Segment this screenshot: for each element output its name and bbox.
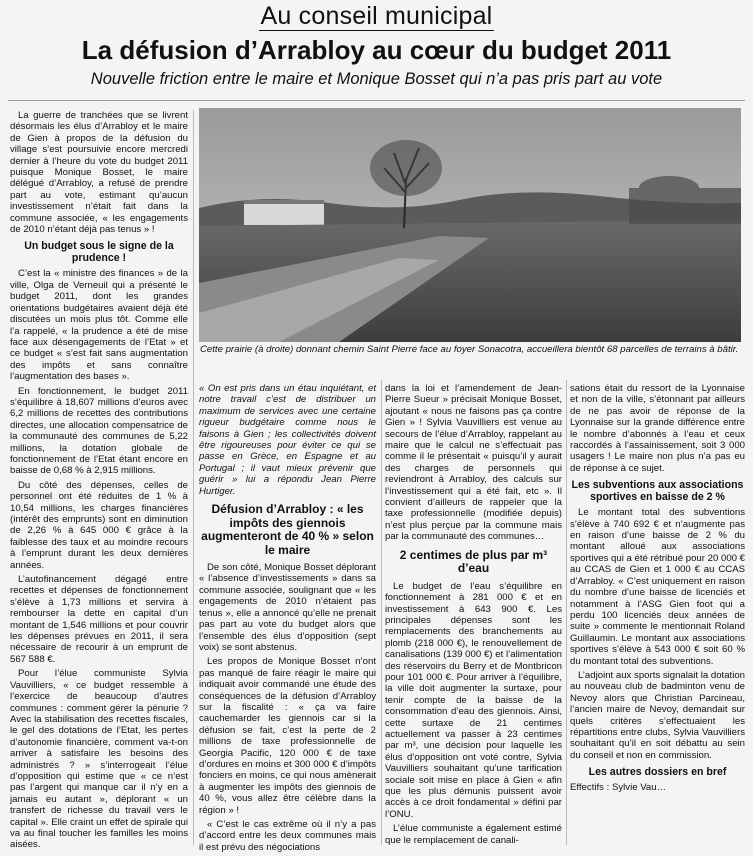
paragraph: De son côté, Monique Bosset déplorant « l’absence d’investissements » dans sa commune associée, soulignant que « les engagements de 2010 n’étaient pas tenus », elle a annoncé qu’elle ne prenait pas part au vote du budget alors que l’ensemble des élus d’opposition (sept voix) se sont abstenus. <box>199 562 376 653</box>
article-column-2 <box>199 383 376 856</box>
subheading-defusion: Défusion d’Arrabloy : « les impôts des giennois augmenteront de 40 % » selon le maire <box>201 502 374 557</box>
paragraph: « C’est le cas extrême où il n’y a pas d’accord entre les deux communes mais il est prévu des négociations <box>199 819 376 853</box>
quote-paragraph: « On est pris dans un étau inquiétant, et notre travail c’est de distribuer un maximum de services avec une certaine rigueur budgétaire comme nous le faisons à Gien ; les collectivités doivent être rigoureuses pour éviter ce qui se passe en Grèce, en Espagne et au Portugal ; il vaut mieux prévenir que guérir » lui a répondu Jean Pierre Hurtiger. <box>199 383 376 497</box>
paragraph: Du côté des dépenses, celles de personnel ont été réduites de 1 % à 10,54 millions, les charges financières (intérêt des emprunts) sont en diminution de 2,26 % à 645 000 € grâce à la faiblesse des taux et au moindre recours à l’emprunt durant les deux dernières années. <box>10 479 188 571</box>
field-photo <box>199 108 741 342</box>
article-column-4 <box>570 383 745 797</box>
paragraph: L’autofinancement dégagé entre recettes et dépenses de fonctionnement s’élève à 1,73 millions et servira à rembourser la dette en capital d’un montant de 1,546 millions et pour couvrir les dépenses prévues en 2011, il sera nécessaire de recourir à un emprunt de 567 588 €. <box>10 574 188 665</box>
subheading-water: 2 centimes de plus par m³ d’eau <box>399 547 548 576</box>
meadow-photo-image <box>199 108 741 342</box>
column-divider <box>381 380 382 845</box>
article-column-1 <box>10 110 188 854</box>
paragraph: Pour l’élue communiste Sylvia Vauvilliers, « ce budget ressemble à l’exercice de beaucoup d’autres communes : comment gérer la pénurie ? Avec la stabilisation des recettes fiscales, le gel des dotations de l’Etat, les pertes d’autonomie financière, comment va-t-on arriver à satisfaire les besoins des administrés ? » s’interrogeait l’élue d’opposition qui estime que « ce n’est pas l’argent qui manque car il n’y en a jamais eu autant », déplorant « un transfert de richesse du travail vers le capital ». Elle craint un effet de spirale qui va au final toucher les familles les moins aisées. <box>10 668 188 851</box>
article-column-3 <box>385 383 562 849</box>
header-divider <box>8 100 745 101</box>
paragraph: dans la loi et l’amendement de Jean-Pierre Sueur » précisait Monique Bosset, ajoutant « nous ne faisons pas ça contre Gien » ! Sylvia Vauvilliers est venue au secours de l’élue d’Arrabloy, rappelant au maire que le calcul ne s’effectuait pas comme il le présentait « puisqu’il y aurait des charges de personnels qui reviendront à Arrabloy, des calculs sur l’investissement qui a été fait, etc ». Il convient d’ailleurs de rappeler que la taxe professionnelle (modifiée depuis) n’est plus perçue par la commune mais par la communauté des communes… <box>385 383 562 543</box>
paragraph: Le montant total des subventions s’élève à 740 692 € et n’augmente pas en raison d’une baisse de 2 % du montant alloué aux associations sportives qui a été rétribué pour 20 000 € au CCAS de Gien et 1 000 € au CCAS d’Arrabloy. « C’est uniquement en raison du nombre d’une baisse de licenciés et notamment à l’ASG Gien foot qui a perdu 100 licenciés deux années de suite » commente le mentionnait Roland Guillaumin. Le montant aux associations sportives s’élève à 543 000 € soit 60 % du montant total des subventions. <box>570 507 745 667</box>
column-divider <box>193 110 194 845</box>
paragraph: Effectifs : Sylvie Vau… <box>570 782 667 794</box>
subheading-other-files: Les autres dossiers en bref <box>588 766 727 779</box>
paragraph: Les propos de Monique Bosset n’ont pas manqué de faire réagir le maire qui indiquait avoir commandé une étude des conséquences de la défusion d’Arrabloy sur la fiscalité : « ça va faire cauchemarder les giennois car si la défusion se fait, c’est la perte de 2 millions de taxe professionnelle de Georgia Pacific, 120 000 € de taxe d’ordures en moins et 300 000 € d’impôts fonciers en moins, ce qui nous amènerait à augmenter les impôts des giennois de 40 %, vous allez être célèbre dans la région » ! <box>199 656 376 816</box>
subheadline: Nouvelle friction entre le maire et Monique Bosset qui n’a pas pris part au vote <box>90 70 663 88</box>
paragraph: L’adjoint aux sports signalait la dotation au nouveau club de badminton venu de Nevoy alors que Christian Parcineau, l’ancien maire de Nevoy, demandait sur quels critères s’effectuaient les répartitions entre clubs, Sylvia Vauvilliers souhaitant qu’il en soit débattu au sein du conseil et non en commission. <box>570 669 745 761</box>
photo-caption: Cette prairie (à droite) donnant chemin Saint Pierre face au foyer Sonacotra, accueillera bientôt 68 parcelles de terrains à bâtir. <box>200 344 739 355</box>
section-rubric: Au conseil municipal <box>260 2 493 30</box>
column-divider <box>566 380 567 845</box>
subheading-prudence: Un budget sous le signe de la prudence ! <box>24 240 174 265</box>
subheading-subsidies: Les subventions aux associations sportives en baisse de 2 % <box>571 479 744 504</box>
intro-paragraph: La guerre de tranchées que se livrent désormais les élus d’Arrabloy et le maire de Gien à propos de la défusion du village s’est poursuivie encore mercredi dernier à l’heure du vote du budget 2011 puisque Monique Bosset, le maire délégué d’Arrabloy, a refusé de prendre part au vote, estimant qu’aucun investissement n’était fait dans la commune associée, « les engagements de 2010 n’étant déjà pas tenus » ! <box>10 110 188 236</box>
paragraph: sations était du ressort de la Lyonnaise et non de la ville, s’étonnant par ailleurs de ne pas avoir de réponse de la Lyonnaise sur la grande différence entre le nombre d’abonnés à l’eau et ceux raccordés à l’assainissement, soit 3 000 usagers ! Le maire non plus n’a pas eu de réponse à ce sujet. <box>570 383 745 474</box>
paragraph: L’élue communiste a également estimé que le remplacement de canali- <box>385 823 562 846</box>
paragraph: C’est la « ministre des finances » de la ville, Olga de Verneuil qui a présenté le budget 2011, dont les grandes orientations budgétaires avaient déjà été discutées un mois plus tôt. Comme elle l’a rappelé, « la prudence a été de mise face aux désengagements de l’Etat » et ce budget « s’est fait sans augmentation des impôts et sans connaître l’augmentation des bases ». <box>10 268 188 383</box>
headline: La défusion d’Arrabloy au cœur du budget 2011 <box>81 35 672 65</box>
paragraph: Le budget de l’eau s’équilibre en fonctionnement à 281 000 € et en investissement à 643 900 €. Les principales dépenses sont les remplacements des branchements au plomb (218 000 €), le renouvellement de canalisations (139 000 €) et l’alimentation des réservoirs du Berry et de Montbricon pour 101 000 €. Pour arriver à l’équilibre, la ville doit augmenter la surtaxe, pour tenir compte de la baisse de la consommation d’eau des giennois. Ainsi, cette surtaxe de 21 centimes actuellement va passer à 23 centimes par m³, une décision pour laquelle les élus d’opposition ont voté contre, Sylvia Vauvilliers souhaitant qu’une tarification sociale soit mise en place à Gien « afin que les plus démunis puissent avoir accès à ce droit fondamental » défini par l’ONU. <box>385 580 562 820</box>
paragraph: En fonctionnement, le budget 2011 s’équilibre à 18,607 millions d’euros avec 6,2 millions de recettes des contributions directes, une allocation compensatrice de la communauté des communes de 5,22 millions, la dotation globale de fonctionnement de l’Etat étant encore en baisse de 0,68 % à 2,915 millions. <box>10 385 188 477</box>
